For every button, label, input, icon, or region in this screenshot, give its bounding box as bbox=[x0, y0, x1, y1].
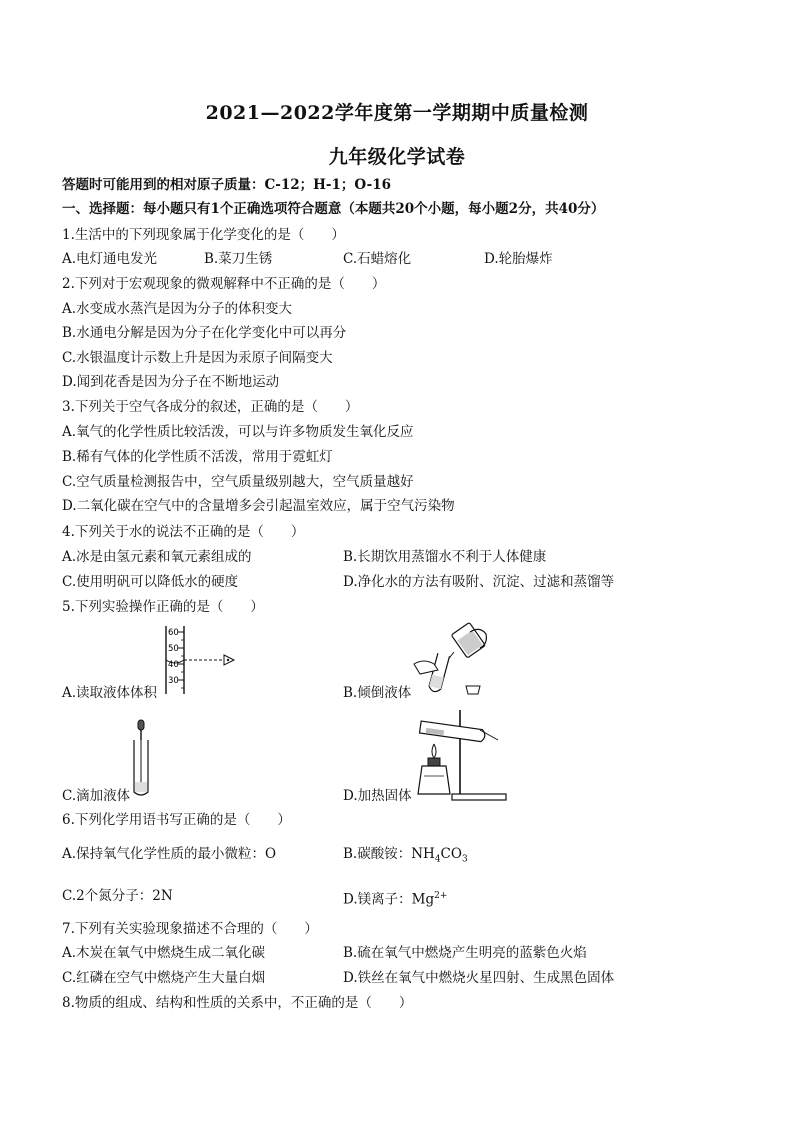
q5-option-b: B.倾倒液体 bbox=[343, 685, 412, 701]
q6-stem: 6.下列化学用语书写正确的是（ ） bbox=[62, 812, 291, 828]
q2-option-a: A.水变成水蒸汽是因为分子的体积变大 bbox=[62, 301, 293, 317]
q6-option-d-label: D.镁离子： bbox=[343, 891, 412, 908]
q4-stem: 4.下列关于水的说法不正确的是（ ） bbox=[62, 524, 305, 540]
formula-sub-3: 3 bbox=[461, 854, 468, 865]
q5-option-c: C.滴加液体 bbox=[62, 788, 131, 804]
q4-option-d: D.净化水的方法有吸附、沉淀、过滤和蒸馏等 bbox=[343, 574, 615, 590]
q6-option-a: A.保持氧气化学性质的最小微粒：O bbox=[62, 846, 277, 862]
q2-option-c: C.水银温度计示数上升是因为汞原子间隔变大 bbox=[62, 350, 333, 366]
heating-solid-figure bbox=[416, 708, 508, 804]
q1-option-a: A.电灯通电发光 bbox=[62, 251, 158, 267]
q4-option-a: A.冰是由氢元素和氧元素组成的 bbox=[62, 549, 252, 565]
q7-option-a: A.木炭在氧气中燃烧生成二氧化碳 bbox=[62, 945, 266, 961]
dropping-liquid-figure bbox=[130, 718, 154, 796]
q7-option-d: D.铁丝在氧气中燃烧火星四射、生成黑色固体 bbox=[343, 970, 615, 986]
q1-stem: 1.生活中的下列现象属于化学变化的是（ ） bbox=[62, 227, 345, 243]
formula-charge: 2+ bbox=[434, 891, 448, 901]
tick-60: 60 bbox=[168, 628, 179, 638]
q3-option-c: C.空气质量检测报告中，空气质量级别越大，空气质量越好 bbox=[62, 474, 414, 490]
tick-40: 40 bbox=[168, 660, 179, 670]
q2-option-b: B.水通电分解是因为分子在化学变化中可以再分 bbox=[62, 325, 347, 341]
q2-option-d: D.闻到花香是因为分子在不断地运动 bbox=[62, 374, 280, 390]
q5-option-d: D.加热固体 bbox=[343, 788, 412, 804]
q6-option-b-label: B.碳酸铵： bbox=[343, 846, 412, 862]
section-heading: 一、选择题：每小题只有1个正确选项符合题意（本题共20个小题，每小题2分，共40分） bbox=[62, 201, 605, 217]
q6-option-d bbox=[343, 887, 447, 909]
q2-stem: 2.下列对于宏观现象的微观解释中不正确的是（ ） bbox=[62, 276, 386, 292]
formula-nh: NH bbox=[411, 846, 435, 862]
q5-option-a: A.读取液体体积 bbox=[62, 685, 158, 701]
q4-option-c: C.使用明矾可以降低水的硬度 bbox=[62, 574, 239, 590]
q3-option-a: A.氧气的化学性质比较活泼，可以与许多物质发生氧化反应 bbox=[62, 424, 414, 440]
q3-option-b: B.稀有气体的化学性质不活泼，常用于霓虹灯 bbox=[62, 449, 333, 465]
q8-stem: 8.物质的组成、结构和性质的关系中，不正确的是（ ） bbox=[62, 995, 413, 1011]
exam-title: 2021—2022学年度第一学期期中质量检测 bbox=[205, 102, 589, 124]
q7-option-c: C.红磷在空气中燃烧产生大量白烟 bbox=[62, 970, 266, 986]
q7-option-b: B.硫在氧气中燃烧产生明亮的蓝紫色火焰 bbox=[343, 945, 587, 961]
formula-sub-4: 4 bbox=[434, 854, 441, 865]
q6-option-b bbox=[343, 845, 468, 869]
q1-option-c: C.石蜡熔化 bbox=[343, 251, 412, 267]
q3-option-d: D.二氧化碳在空气中的含量增多会引起温室效应，属于空气污染物 bbox=[62, 498, 455, 514]
q4-option-b: B.长期饮用蒸馏水不利于人体健康 bbox=[343, 549, 547, 565]
tick-50: 50 bbox=[168, 644, 179, 654]
q7-stem: 7.下列有关实验现象描述不合理的（ ） bbox=[62, 921, 318, 937]
exam-subtitle: 九年级化学试卷 bbox=[328, 146, 466, 168]
q6-option-c: C.2个氮分子：2N bbox=[62, 888, 173, 904]
q5-stem: 5.下列实验操作正确的是（ ） bbox=[62, 599, 264, 615]
tick-30: 30 bbox=[168, 676, 179, 686]
formula-co: CO bbox=[440, 846, 462, 862]
q3-stem: 3.下列关于空气各成分的叙述，正确的是（ ） bbox=[62, 399, 359, 415]
atomic-mass-note: 答题时可能用到的相对原子质量：C-12；H-1；O-16 bbox=[62, 177, 392, 193]
pouring-liquid-figure bbox=[410, 618, 492, 698]
cylinder-reading-figure bbox=[160, 622, 240, 696]
q1-option-b: B.菜刀生锈 bbox=[204, 251, 273, 267]
formula-mg: Mg bbox=[411, 891, 435, 908]
q1-option-d: D.轮胎爆炸 bbox=[484, 251, 553, 267]
